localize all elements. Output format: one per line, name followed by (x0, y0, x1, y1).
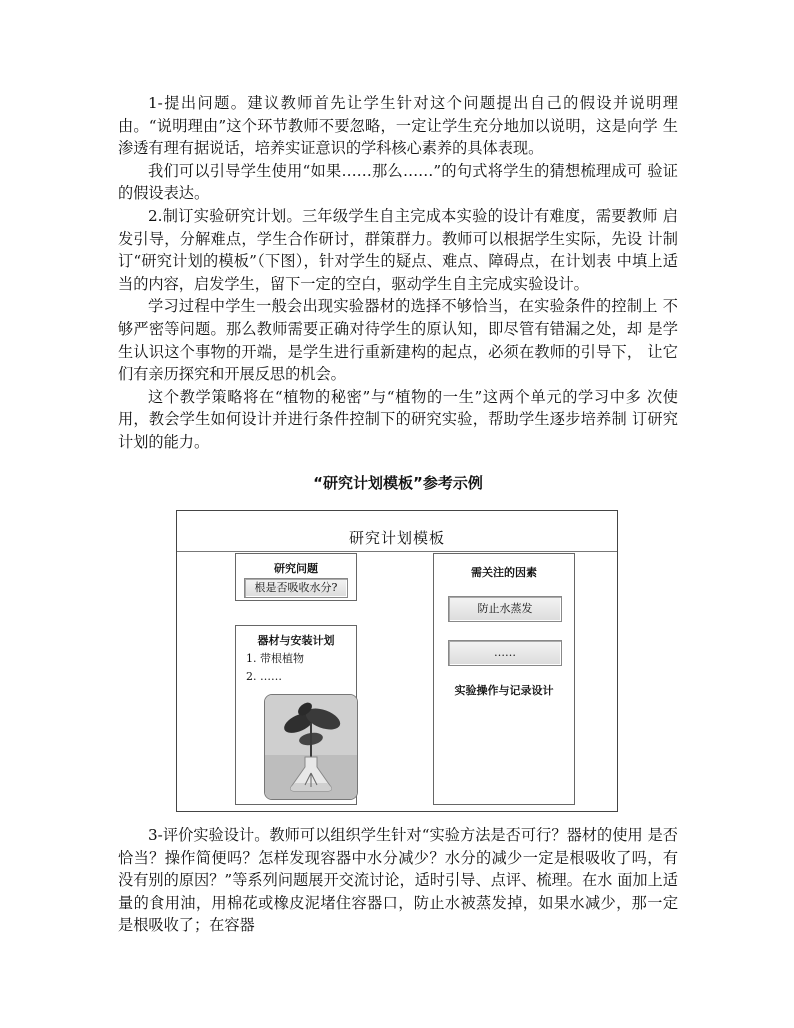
factors-title: 需关注的因素 (471, 566, 537, 579)
paragraph-6: 3-评价实验设计。教师可以组织学生针对“实验方法是否可行？器材的使用 是否恰当？操作简便吗？怎样发现容器中水分减少？水分的减少一定是根吸收了吗，有没有别的原因？”等系列问题展开交流讨论，适时引导、点评、梳理。在水 面加上适量的食用油，用棉花或橡皮泥堵住容器口，防止水被蒸发掉，如果水减少，那一定是根吸收了；在容器 (118, 826, 678, 935)
paragraph-3: 2.制订实验研究计划。三年级学生自主完成本实验的设计有难度，需要教师 启发引导，分解难点，学生合作研讨，群策群力。教师可以根据学生实际，先设 计制订“研究计划的模板”（下图），针对学生的疑点、难点、障碍点，在计划表 中填上适当的内容，启发学生，留下一定的空白，驱动学生自主完成实验设计。 (118, 206, 678, 293)
materials-item-1: 1. 带根植物 (246, 652, 304, 665)
research-question-title: 研究问题 (274, 562, 318, 575)
plant-in-beaker-image (264, 694, 358, 800)
factor-item-1: 防止水蒸发 (448, 596, 562, 622)
research-question-box: 根是否吸收水分? (244, 578, 348, 598)
figure-title-divider (177, 551, 617, 552)
figure-caption: “研究计划模板”参考示例 (313, 474, 483, 492)
materials-item-2: 2. …… (246, 670, 282, 683)
factor-item-2: …… (448, 640, 562, 666)
paragraph-1: 1-提出问题。建议教师首先让学生针对这个问题提出自己的假设并说明理 由。“说明理由”这个环节教师不要忽略，一定让学生充分地加以说明，这是向学 生渗透有理有据说话，培养实证意识的学科核心素养的具体表现。 (118, 94, 678, 158)
paragraph-4: 学习过程中学生一般会出现实验器材的选择不够恰当，在实验条件的控制上 不够严密等问题。那么教师需要正确对待学生的原认知，即尽管有错漏之处，却 是学生认识这个事物的开端，是学生进行重新建构的起点，必须在教师的引导下， 让它们有亲历探究和开展反思的机会。 (118, 297, 678, 384)
research-plan-template-figure (176, 510, 618, 812)
body-text-top (118, 92, 678, 454)
factors-panel (433, 553, 575, 805)
paragraph-2: 我们可以引导学生使用“如果……那么……”的句式将学生的猜想梳理成可 验证的假设表达。 (118, 161, 678, 203)
operation-record-title: 实验操作与记录设计 (454, 684, 554, 697)
figure-title: 研究计划模板 (348, 529, 445, 547)
body-text-bottom (118, 824, 678, 937)
research-question-panel (235, 553, 357, 601)
materials-title: 器材与安装计划 (257, 634, 335, 647)
paragraph-5: 这个教学策略将在“植物的秘密”与“植物的一生”这两个单元的学习中多 次使用，教会学生如何设计并进行条件控制下的研究实验，帮助学生逐步培养制 订研究计划的能力。 (118, 387, 678, 451)
materials-panel (235, 625, 357, 805)
